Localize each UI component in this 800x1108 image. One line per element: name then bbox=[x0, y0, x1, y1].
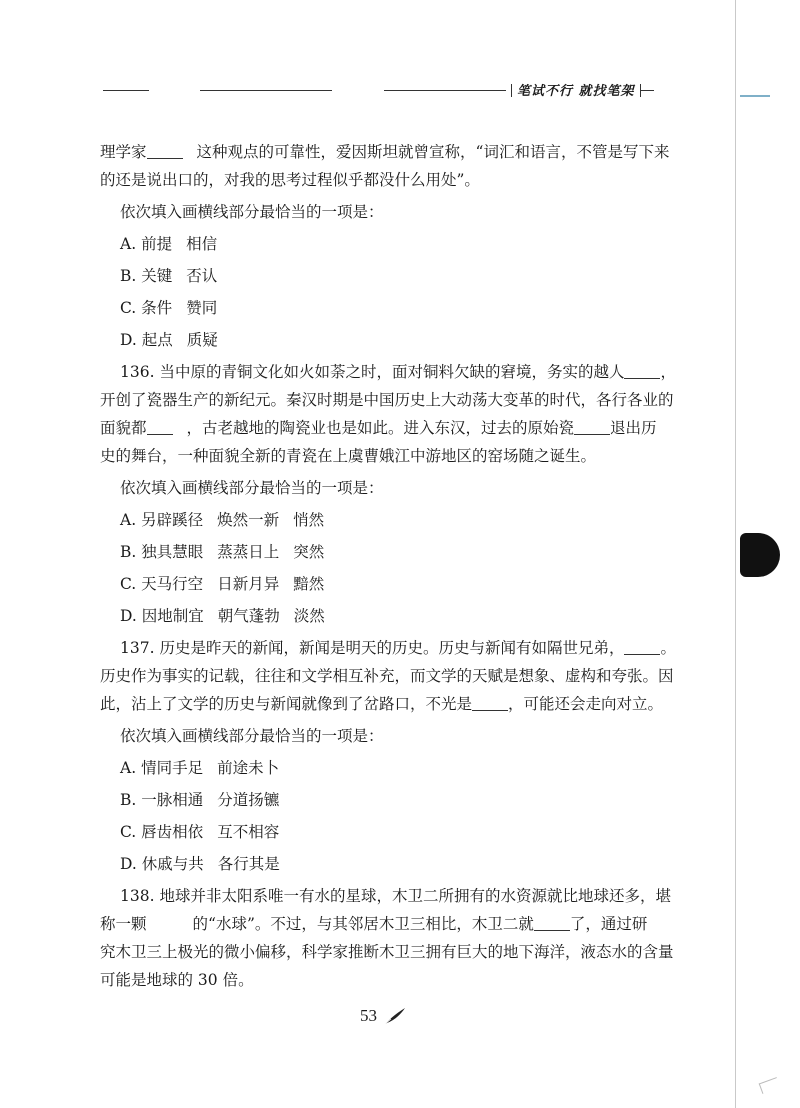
fill-blank bbox=[574, 418, 610, 435]
scan-edge-line bbox=[735, 0, 736, 1108]
header-rule-segment bbox=[384, 90, 506, 91]
fill-blank bbox=[624, 362, 660, 379]
header-rule-segment bbox=[200, 90, 332, 91]
q137-option-a: A. 情同手足 前途未卜 bbox=[120, 759, 280, 777]
fill-blank bbox=[624, 638, 660, 655]
q136-line-3: 面貌都 ，古老越地的陶瓷业也是如此。进入东汉，过去的原始瓷 退出历 bbox=[100, 419, 657, 437]
page-number: 53 bbox=[360, 1006, 377, 1025]
q137-option-c: C. 唇齿相依 互不相容 bbox=[120, 823, 280, 841]
q135-option-c: C. 条件 赞同 bbox=[120, 299, 218, 317]
header-rule-segment bbox=[103, 90, 149, 91]
q136-prompt: 依次填入画横线部分最恰当的一项是： bbox=[120, 479, 384, 497]
q135-option-d: D. 起点 质疑 bbox=[120, 331, 218, 349]
fill-blank bbox=[147, 915, 193, 931]
fill-blank bbox=[534, 914, 570, 931]
q135-prompt: 依次填入画横线部分最恰当的一项是： bbox=[120, 203, 384, 221]
question-135 bbox=[100, 138, 670, 354]
question-136 bbox=[100, 358, 676, 630]
fill-blank bbox=[147, 418, 173, 435]
q136-line-4: 史的舞台，一种面貌全新的青瓷在上虞曹娥江中游地区的窑场随之诞生。 bbox=[100, 447, 597, 465]
fill-blank bbox=[147, 142, 183, 159]
header-rule-segment bbox=[640, 90, 654, 91]
q136-option-d: D. 因地制宜 朝气蓬勃 淡然 bbox=[120, 607, 325, 625]
q137-line-1: 137. 历史是昨天的新闻，新闻是明天的历史。历史与新闻有如隔世兄弟， 。 bbox=[120, 639, 676, 657]
question-137 bbox=[100, 634, 676, 878]
q135-option-a: A. 前提 相信 bbox=[120, 235, 218, 253]
q137-option-d: D. 休戚与共 各行其是 bbox=[120, 855, 280, 873]
header-title: 笔试不行 就找笔架 bbox=[517, 84, 635, 99]
q137-line-3: 此，沾上了文学的历史与新闻就像到了岔路口，不光是 ，可能还会走向对立。 bbox=[100, 695, 664, 713]
scan-edge-blob bbox=[740, 533, 780, 577]
scan-edge-tick bbox=[740, 95, 770, 97]
q137-line-2: 历史作为事实的记载，往往和文学相互补充，而文学的天赋是想象、虚构和夸张。因 bbox=[100, 667, 674, 685]
q136-line-2: 开创了瓷器生产的新纪元。秦汉时期是中国历史上大动荡大变革的时代，各行各业的 bbox=[100, 391, 674, 409]
q135-option-b: B. 关键 否认 bbox=[120, 267, 218, 285]
q138-line-3: 究木卫三上极光的微小偏移，科学家推断木卫三拥有巨大的地下海洋，液态水的含量 bbox=[100, 943, 674, 961]
q136-option-a: A. 另辟蹊径 焕然一新 悄然 bbox=[120, 511, 325, 529]
q136-option-c: C. 天马行空 日新月异 黯然 bbox=[120, 575, 325, 593]
scan-corner-mark bbox=[759, 1077, 781, 1094]
q138-line-2: 称一颗 的“水球”。不过，与其邻居木卫三相比，木卫二就 了，通过研 bbox=[100, 915, 648, 933]
q135-line-2: 的还是说出口的，对我的思考过程似乎都没什么用处”。 bbox=[100, 171, 480, 189]
fill-blank bbox=[472, 694, 508, 711]
q137-option-b: B. 一脉相通 分道扬镳 bbox=[120, 791, 280, 809]
q138-line-1: 138. 地球并非太阳系唯一有水的星球，木卫二所拥有的水资源就比地球还多，堪 bbox=[120, 887, 671, 905]
question-138 bbox=[100, 882, 674, 994]
q138-line-4: 可能是地球的 30 倍。 bbox=[100, 971, 254, 989]
header-rule-tick bbox=[511, 84, 512, 97]
quill-pen-icon bbox=[383, 1006, 407, 1026]
q136-line-1: 136. 当中原的青铜文化如火如荼之时，面对铜料欠缺的窘境，务实的越人 ， bbox=[120, 363, 676, 381]
q136-option-b: B. 独具慧眼 蒸蒸日上 突然 bbox=[120, 543, 325, 561]
page-content bbox=[100, 138, 676, 994]
q137-prompt: 依次填入画横线部分最恰当的一项是： bbox=[120, 727, 384, 745]
q135-line-1: 理学家 这种观点的可靠性，爱因斯坦就曾宣称，“词汇和语言，不管是写下来 bbox=[100, 143, 670, 161]
